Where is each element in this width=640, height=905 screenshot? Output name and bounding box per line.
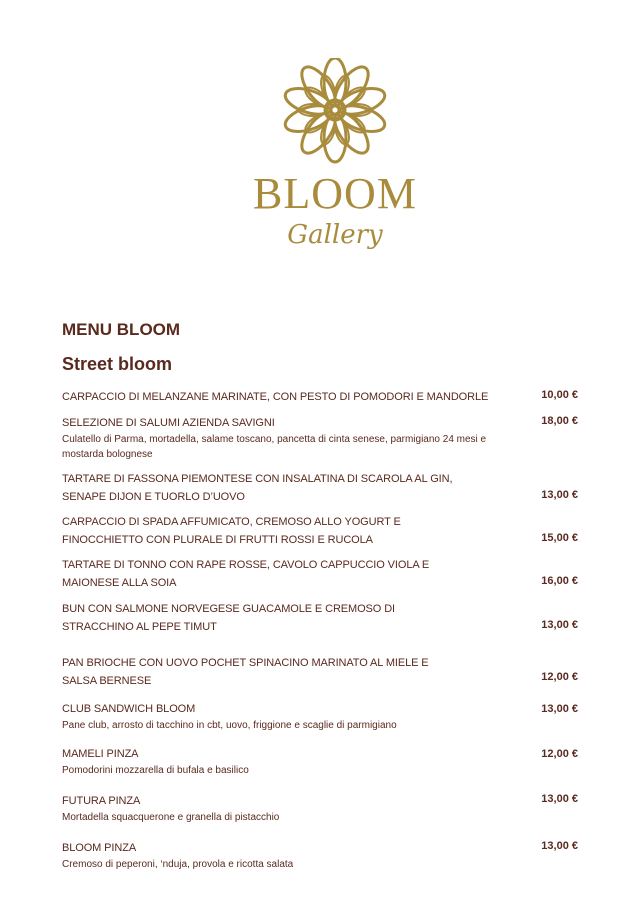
menu-item	[62, 388, 582, 406]
item-price: 18,00 €	[541, 415, 578, 427]
item-price: 13,00 €	[541, 793, 578, 805]
menu-item	[62, 600, 582, 636]
menu-item	[62, 654, 582, 690]
item-name: TARTARE DI FASSONA PIEMONTESE CON INSALATINA DI SCAROLA AL GIN, SENAPE DIJON E TUORLO D’UOVO	[62, 473, 453, 503]
inner-petal-shape	[318, 74, 338, 104]
item-price: 13,00 €	[541, 703, 578, 715]
item-price: 15,00 €	[541, 532, 578, 544]
item-name: PAN BRIOCHE CON UOVO POCHET SPINACINO MARINATO AL MIELE E SALSA BERNESE	[62, 657, 429, 687]
item-name: SELEZIONE DI SALUMI AZIENDA SAVIGNI	[62, 417, 275, 429]
item-description: Pane club, arrosto di tacchino in cbt, uovo, friggione e scaglie di parmigiano	[62, 720, 397, 731]
menu-item	[62, 470, 582, 506]
item-name: FUTURA PINZA	[62, 795, 141, 807]
item-description: Pomodorini mozzarella di bufala e basilico	[62, 765, 249, 776]
menu-item	[62, 792, 582, 825]
item-price: 12,00 €	[541, 748, 578, 760]
item-price: 12,00 €	[541, 671, 578, 683]
item-price: 10,00 €	[541, 389, 578, 401]
menu-item	[62, 556, 582, 592]
item-description: Mortadella squacquerone e granella di pistacchio	[62, 812, 280, 823]
item-price: 13,00 €	[541, 489, 578, 501]
item-name: BLOOM PINZA	[62, 842, 137, 854]
item-price: 16,00 €	[541, 575, 578, 587]
item-name: MAMELI PINZA	[62, 748, 139, 760]
item-price: 13,00 €	[541, 840, 578, 852]
menu-title: MENU BLOOM	[62, 320, 181, 339]
menu-item	[62, 745, 582, 778]
item-price: 13,00 €	[541, 619, 578, 631]
menu-item	[62, 414, 582, 462]
item-name: BUN CON SALMONE NORVEGESE GUACAMOLE E CREMOSO DI STRACCHINO AL PEPE TIMUT	[62, 603, 396, 633]
menu-item	[62, 700, 582, 733]
flower-emblem-icon	[240, 58, 430, 168]
brand-subtitle: Gallery	[287, 220, 383, 250]
menu-item	[62, 839, 582, 872]
item-description: Cremoso di peperoni, ‘nduja, provola e ricotta salata	[62, 859, 294, 870]
item-description: Culatello di Parma, mortadella, salame toscano, pancetta di cinta senese, parmigiano 24 mesi e mostarda bolognese	[62, 434, 487, 460]
menu-item	[62, 513, 582, 549]
item-name: CARPACCIO DI MELANZANE MARINATE, CON PESTO DI POMODORI E MANDORLE	[62, 391, 489, 403]
section-title: Street bloom	[62, 354, 173, 374]
item-name: CARPACCIO DI SPADA AFFUMICATO, CREMOSO ALLO YOGURT E FINOCCHIETTO CON PLURALE DI FRUTTI ROSSI E RUCOLA	[62, 516, 401, 546]
item-name: CLUB SANDWICH BLOOM	[62, 703, 196, 715]
item-name: TARTARE DI TONNO CON RAPE ROSSE, CAVOLO CAPPUCCIO VIOLA E MAIONESE ALLA SOIA	[62, 559, 430, 589]
brand-name: BLOOM	[253, 169, 417, 218]
